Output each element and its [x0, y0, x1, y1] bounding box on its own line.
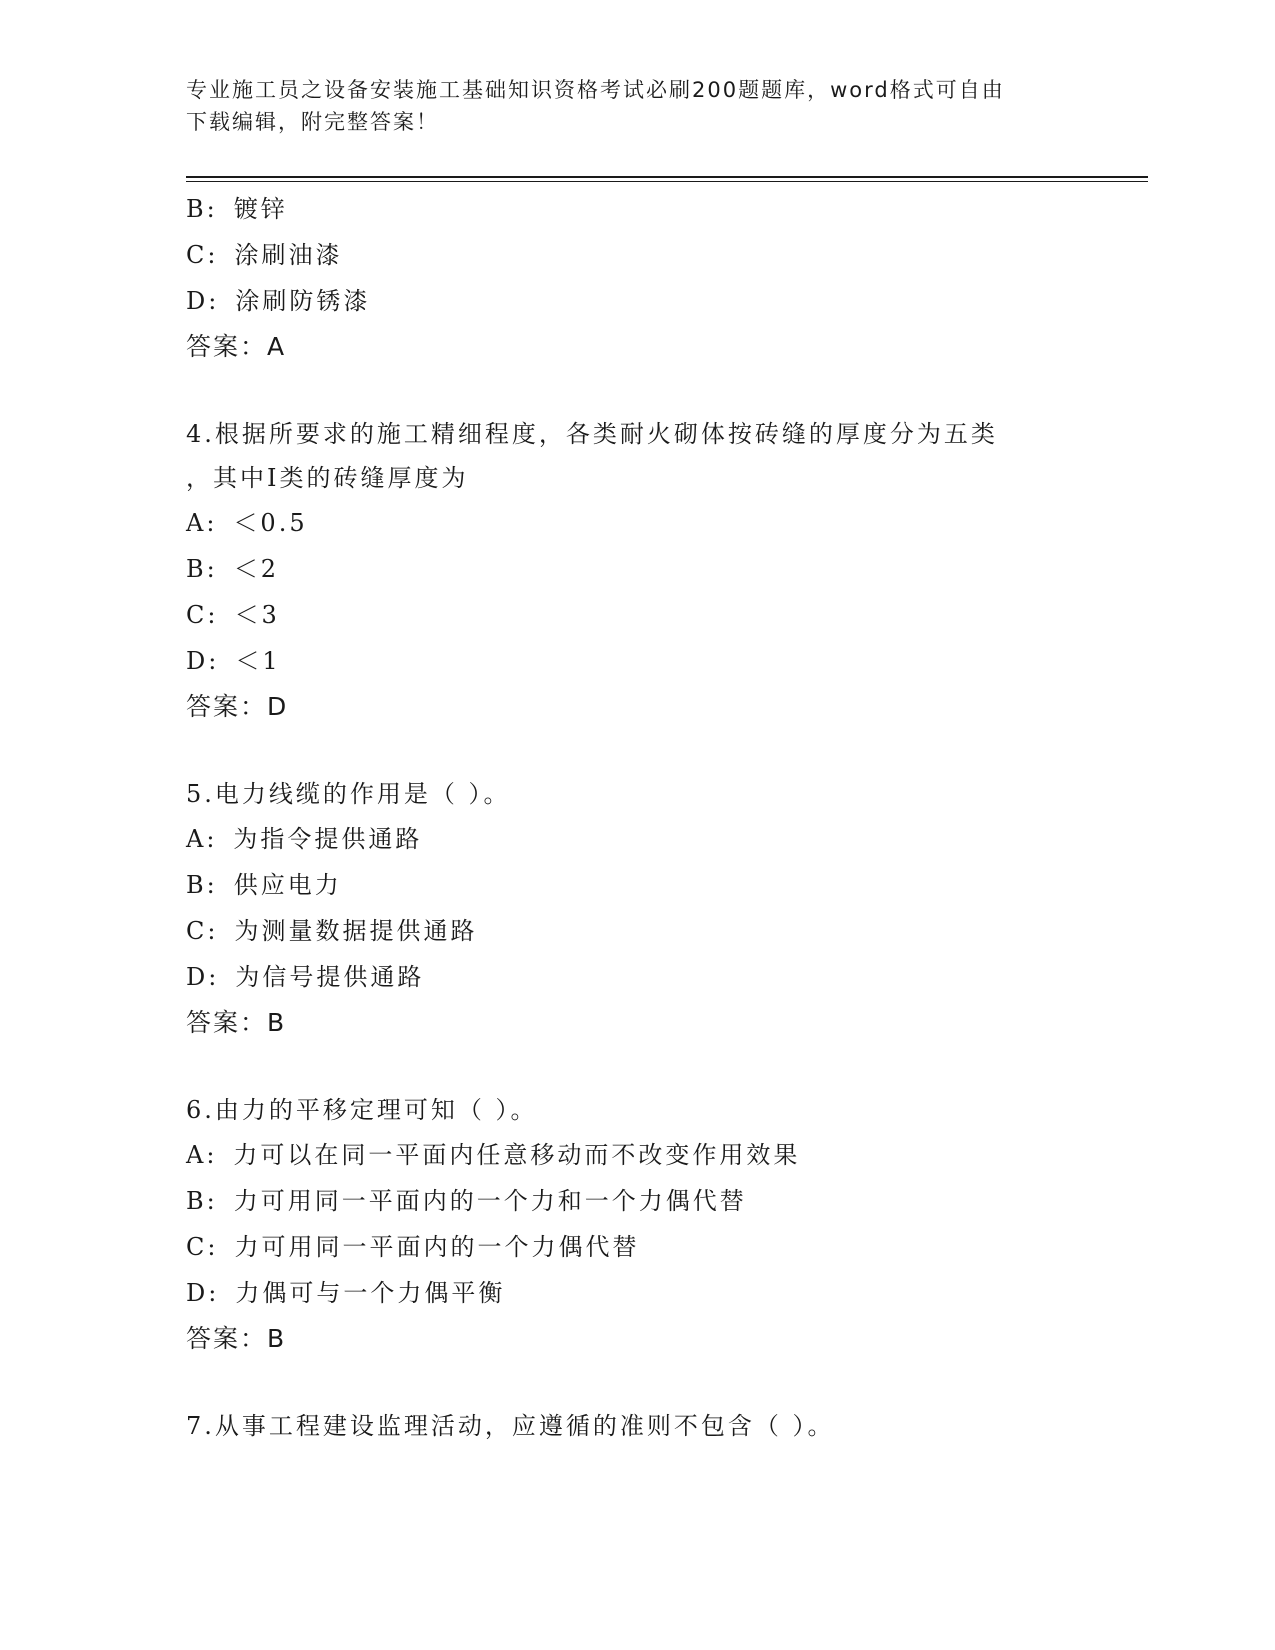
option-b: B: 供应电力 — [186, 871, 342, 899]
option-d: D: 力偶可与一个力偶平衡 — [186, 1279, 506, 1307]
question-text-continued: ，其中Ⅰ类的砖缝厚度为 — [186, 464, 469, 492]
header-line-1: 专业施工员之设备安装施工基础知识资格考试必刷200题题库，word格式可自由 — [186, 78, 1005, 102]
option-c: C: 力可用同一平面内的一个力偶代替 — [186, 1233, 640, 1261]
question-content — [186, 186, 1086, 1448]
document-header — [186, 74, 1086, 138]
header-divider-thick — [186, 176, 1148, 178]
question-text: 7.从事工程建设监理活动，应遵循的准则不包含（ ）。 — [186, 1412, 835, 1440]
option-b: B: ＜2 — [186, 555, 280, 583]
option-d: D: 为信号提供通路 — [186, 963, 425, 991]
option-d: D: 涂刷防锈漆 — [186, 287, 371, 315]
header-divider-thin — [186, 181, 1148, 182]
option-b: B: 镀锌 — [186, 195, 288, 223]
option-a: A: ＜0.5 — [186, 509, 308, 537]
question-text: 5.电力线缆的作用是（ ）。 — [186, 780, 511, 808]
answer-text: 答案：A — [186, 332, 287, 361]
question-7 — [186, 1404, 1086, 1448]
option-d: D: ＜1 — [186, 647, 281, 675]
option-c: C: ＜3 — [186, 601, 280, 629]
answer-text: 答案：B — [186, 1324, 287, 1353]
answer-text: 答案：D — [186, 692, 289, 721]
header-line-2: 下载编辑，附完整答案！ — [186, 110, 439, 134]
option-b: B: 力可用同一平面内的一个力和一个力偶代替 — [186, 1187, 747, 1215]
question-text: 6.由力的平移定理可知（ ）。 — [186, 1096, 538, 1124]
carryover-block — [186, 186, 1086, 370]
option-c: C: 为测量数据提供通路 — [186, 917, 478, 945]
question-6 — [186, 1088, 1086, 1362]
question-4 — [186, 412, 1086, 730]
option-c: C: 涂刷油漆 — [186, 241, 343, 269]
option-a: A: 为指令提供通路 — [186, 825, 423, 853]
question-5 — [186, 772, 1086, 1046]
option-a: A: 力可以在同一平面内任意移动而不改变作用效果 — [186, 1141, 801, 1169]
answer-text: 答案：B — [186, 1008, 287, 1037]
question-text: 4.根据所要求的施工精细程度，各类耐火砌体按砖缝的厚度分为五类 — [186, 420, 998, 448]
